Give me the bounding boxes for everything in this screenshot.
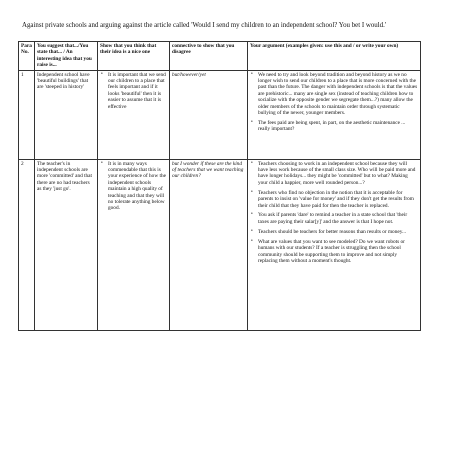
- bullet-item: • We need to try and look beyond tradition and beyond history as we no longer wish to send our children to a place that is more concerned with the past than the future. The danger with independent schools is that the values are prehistoric... many are single sex (instead of teaching children how to socialize with the opposite gender we segregate them...?) many allow the older members of the schools to maintain order through systematic bullying of the newer, younger members.: [251, 71, 418, 117]
- nice-cell: [98, 70, 170, 159]
- bullet-icon: •: [251, 119, 253, 125]
- para-number: 1: [19, 70, 35, 159]
- bullet-item: • It is important that we send our children to a place that feels important and if it looks 'beautiful' then it is easier to assume that it is effective: [101, 71, 166, 110]
- bullet-item: • You ask if parents 'dare' to remind a teacher in a state school that 'their taxes are paying their salar[y]' and the answer is that I hope not.: [251, 212, 408, 225]
- bullet-item: • Teachers choosing to work in an independent school because they will have less work because of the small class size. Who will be paid more and have longer holidays... they might be 'committed' but to what? Making your child a happier, more well rounded person...?: [251, 160, 416, 186]
- bullet-icon: •: [251, 160, 253, 166]
- argument-cell: [248, 70, 421, 159]
- suggest-cell: The teacher's in independent schools are more 'committed' and that there are no had teachers as they 'just go'.: [35, 159, 98, 330]
- header-connective: connective to show that you disagree: [170, 42, 248, 71]
- bullet-icon: •: [251, 189, 253, 195]
- connective-cell: but/however/yet: [170, 70, 248, 159]
- connective-cell: but I wonder if these are the kind of teachers that we want teaching our children?: [170, 159, 248, 330]
- bullet-item: • Teachers should be teachers for better reasons than results or money...: [251, 228, 406, 235]
- bullet-icon: •: [101, 71, 103, 77]
- table-row: [19, 70, 421, 159]
- bullet-icon: •: [251, 238, 253, 244]
- argument-cell: [248, 159, 421, 330]
- table-header-row: [19, 42, 421, 71]
- bullet-icon: •: [251, 71, 253, 77]
- bullet-item: • Teachers who find no objection in the notion that it is acceptable for parents to insist on 'value for money' and if they don't get the results from their child that they have paid for then the teacher is replaced.: [251, 189, 414, 209]
- page-title: Against private schools and arguing against the article called 'Would I send my children to an independent school? You bet I would.': [22, 22, 387, 29]
- nice-cell: [98, 159, 170, 330]
- bullet-icon: •: [251, 212, 253, 218]
- para-number: 2: [19, 159, 35, 330]
- bullet-icon: •: [101, 160, 103, 166]
- bullet-item: • The fees paid are being spent, in part, on the aesthetic maintenance ... really important?: [251, 119, 406, 133]
- bullet-item: • What are values that you want to see modeled? Do we want robots or humans with our students? If a teacher is struggling then the school community should be supporting them to improve and not simply replacing them without a moment's thought.: [251, 238, 405, 264]
- bullet-item: • It is in many ways commendable that this is your experience of how the independent schools maintain a high quality of teaching and that they will no tolerate anything below good.: [101, 160, 166, 212]
- suggest-cell: Independent school have 'beautiful buildings' that are 'steeped in history': [35, 70, 98, 159]
- header-para-no: Para No.: [19, 42, 35, 71]
- header-you-suggest: You suggest that.../You state that... / An interesting idea that you raise is...: [35, 42, 98, 71]
- header-nice-idea: Show that you think that their idea is a nice one: [98, 42, 170, 71]
- header-your-argument: Your argument (examples given: use this and / or write your own): [248, 42, 421, 71]
- table-row: [19, 159, 421, 330]
- bullet-icon: •: [251, 228, 253, 234]
- argument-planning-table: [18, 41, 421, 331]
